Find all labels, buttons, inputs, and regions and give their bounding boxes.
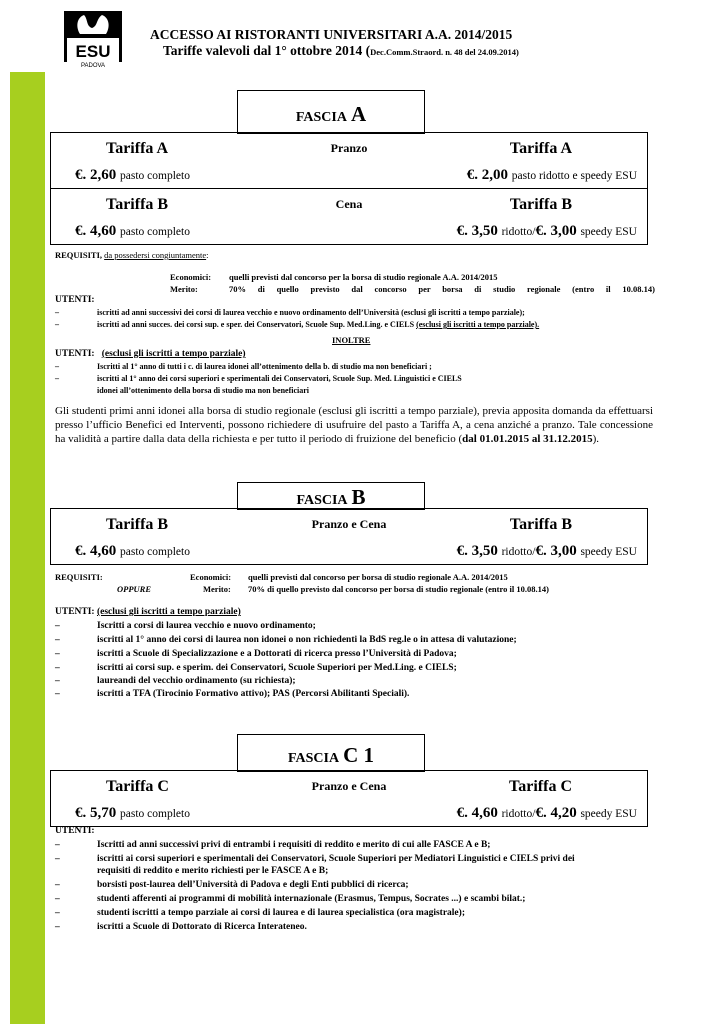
logo-sub: PADOVA	[80, 63, 106, 69]
merito-label-b: Merito:	[203, 584, 231, 594]
fascia-a-row-pranzo	[51, 133, 647, 188]
merito-label-a: Merito:	[170, 284, 198, 294]
meal-label: Pranzo	[330, 141, 368, 155]
list-item-cont: requisiti di reddito e merito richiesti per le FASCE A e B;	[97, 866, 329, 876]
tariff-title: Tariffa B	[509, 516, 572, 533]
requisiti-a: REQUISITI, da possedersi congiuntamente:	[55, 250, 209, 260]
page-subtitle: Tariffe valevoli dal 1° ottobre 2014 (Dec.Comm.Straord. n. 48 del 24.09.2014)	[163, 43, 519, 58]
utenti-label-b: UTENTI: (esclusi gli iscritti a tempo parziale)	[55, 607, 241, 617]
price-right: €. 4,60 ridotto/€. 4,20 speedy ESU	[456, 805, 637, 821]
eco-label-a: Economici:	[170, 272, 212, 282]
fascia-b-box: FASCIA B	[237, 482, 425, 510]
list-item: – iscritti ad anni successivi dei corsi di laurea vecchio e nuovo ordinamento dell’Università (esclusi gli iscritti a tempo parziale);	[55, 308, 525, 317]
merito-text-b: 70% di quello previsto dal concorso per borsa di studio regionale (entro il 10.08.14)	[248, 584, 549, 594]
fascia-a-box: FASCIA A	[237, 90, 425, 134]
list-item: – Iscritti al 1° anno di tutti i c. di laurea idonei all’ottenimento della b. di studio ma non beneficiari ;	[55, 362, 432, 371]
tariff-title: Tariffa B	[509, 196, 572, 213]
tariff-title: Tariffa C	[106, 778, 169, 795]
meal-label: Pranzo e Cena	[311, 517, 387, 531]
price-left: €. 4,60 pasto completo	[75, 223, 190, 239]
list-item: – iscritti a TFA (Tirocinio Formativo attivo); PAS (Percorsi Abilitanti Speciali).	[55, 689, 410, 699]
fascia-b-table	[50, 508, 648, 565]
list-item: – iscritti ai corsi superiori e sperimentali dei Conservatori, Scuole Superiori per Mediatori Linguistici e CIELS privi dei	[55, 854, 575, 864]
fascia-a-table	[50, 132, 648, 245]
eco-text-b: quelli previsti dal concorso per borsa di studio regionale A.A. 2014/2015	[248, 572, 508, 582]
list-item-cont: idonei all’ottenimento della borsa di studio ma non beneficiari	[97, 386, 310, 395]
list-item: – iscritti ad anni succes. dei corsi sup. e sper. dei Conservatori, Scuole Sup. Med.Ling. e CIELS (esclusi gli iscritti a tempo parziale).	[55, 320, 540, 329]
utenti-pt-label: UTENTI: (esclusi gli iscritti a tempo parziale)	[55, 349, 246, 359]
meal-label: Cena	[335, 197, 363, 211]
meal-label: Pranzo e Cena	[311, 779, 387, 793]
fascia-a-row-cena	[51, 188, 647, 244]
merito-text-a: 70% di quello previsto dal concorso per borsa di studio regionale (entro il 10.08.14)	[229, 284, 655, 294]
list-item: – studenti iscritti a tempo parziale ai corsi di laurea e di laurea specialistica (ora magistrale);	[55, 908, 465, 918]
fascia-c-box: FASCIA C 1	[237, 734, 425, 772]
fascia-c-row	[51, 771, 647, 826]
tariff-title: Tariffa B	[106, 516, 169, 533]
tariff-title: Tariffa A	[106, 140, 169, 157]
price-right: €. 3,50 ridotto/€. 3,00 speedy ESU	[456, 543, 637, 559]
inoltre-label: INOLTRE	[332, 335, 371, 345]
logo-text: ESU	[75, 42, 111, 61]
oppure-label: OPPURE	[117, 584, 151, 594]
page-title: ACCESSO AI RISTORANTI UNIVERSITARI A.A. 2014/2015	[150, 27, 513, 42]
eco-text-a: quelli previsti dal concorso per la borsa di studio regionale A.A. 2014/2015	[229, 272, 498, 282]
utenti-label-c: UTENTI:	[55, 826, 95, 836]
requisiti-b: REQUISITI:	[55, 572, 103, 582]
list-item: – Iscritti a corsi di laurea vecchio e nuovo ordinamento;	[55, 621, 316, 631]
tariff-title: Tariffa C	[509, 778, 572, 795]
paragraph-fascia-a: Gli studenti primi anni idonei alla borsa di studio regionale (esclusi gli iscritti a tempo parziale), previa apposita domanda da effettuarsi presso l’ufficio Benefici ed Interventi, possono richiedere di usufruire del pasto a Tariffa A, a cena anziché a pranzo. Tale concessione ha validità a partire dalla data della richiesta e per tutto il periodo di fruizione del beneficio (dal 01.01.2015 al 31.12.2015).	[55, 405, 653, 445]
price-left: €. 5,70 pasto completo	[75, 805, 190, 821]
price-right: €. 3,50 ridotto/€. 3,00 speedy ESU	[456, 223, 637, 239]
list-item: – iscritti a Scuole di Specializzazione e a Dottorati di ricerca presso l’Università di Padova;	[55, 649, 457, 659]
fascia-b-row	[51, 509, 647, 564]
utenti-label-a: UTENTI:	[55, 295, 95, 305]
list-item: – borsisti post-laurea dell’Università di Padova e degli Enti pubblici di ricerca;	[55, 880, 409, 890]
list-item: – Iscritti ad anni successivi privi di entrambi i requisiti di reddito e merito di cui alle FASCE A e B;	[55, 840, 491, 850]
list-item: – iscritti al 1° anno dei corsi di laurea non idonei o non richiedenti la BdS reg.le o in attesa di valutazione;	[55, 635, 517, 645]
price-right: €. 2,00 pasto ridotto e speedy ESU	[466, 167, 637, 183]
list-item: – iscritti a Scuole di Dottorato di Ricerca Interateneo.	[55, 922, 307, 932]
list-item: – iscritti ai corsi sup. e sperim. dei Conservatori, Scuole Superiori per Med.Ling. e CIELS;	[55, 663, 457, 673]
tariff-title: Tariffa A	[509, 140, 572, 157]
list-item: – studenti afferenti ai programmi di mobilità internazionale (Erasmus, Tempus, Socrates ...) e scambi bilat.;	[55, 894, 526, 904]
fascia-c-table	[50, 770, 648, 827]
esu-logo	[62, 10, 124, 70]
price-left: €. 4,60 pasto completo	[75, 543, 190, 559]
green-side-bar	[10, 72, 45, 1024]
tariff-title: Tariffa B	[106, 196, 169, 213]
list-item: – iscritti al 1° anno dei corsi superiori e sperimentali dei Conservatori, Scuole Sup. Med. Linguistici e CIELS	[55, 374, 462, 383]
list-item: – laureandi del vecchio ordinamento (su richiesta);	[55, 676, 296, 686]
eco-label-b: Economici:	[190, 572, 232, 582]
price-left: €. 2,60 pasto completo	[75, 167, 190, 183]
